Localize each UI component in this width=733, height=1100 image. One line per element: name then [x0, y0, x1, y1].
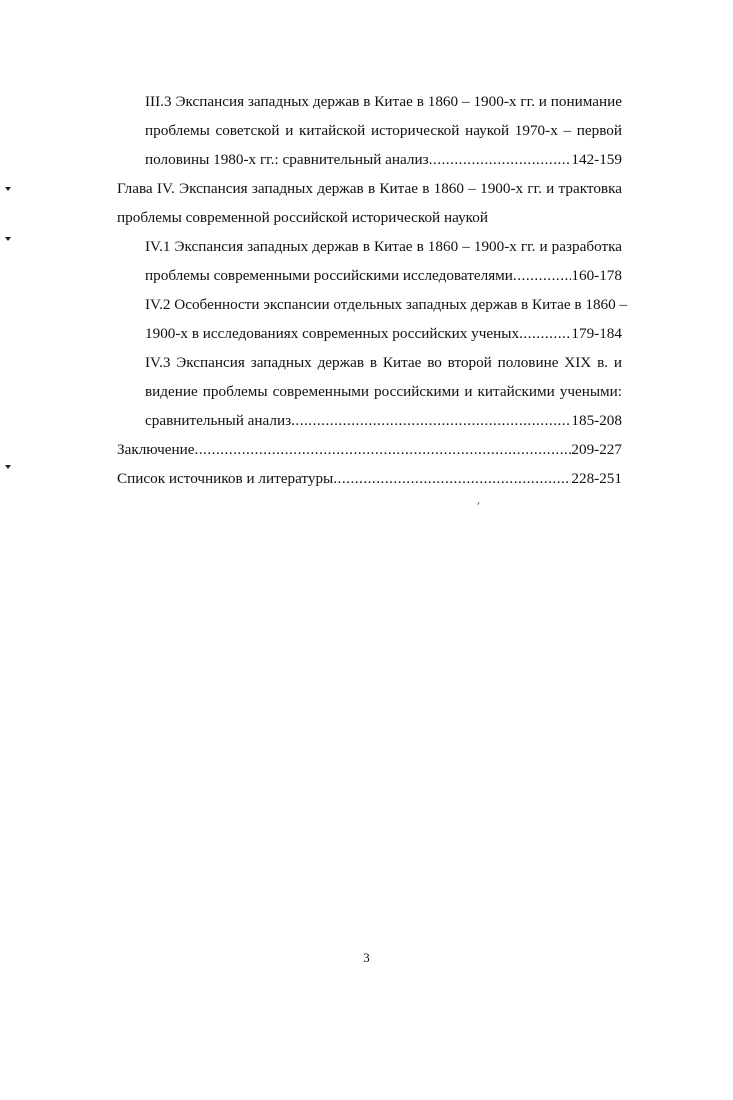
toc-entry-4-3-line-1: IV.3 Экспансия западных держав в Китае во второй половине XIX в. и	[145, 354, 622, 371]
toc-sources-pages: 228-251	[571, 470, 622, 487]
toc-sources	[117, 469, 622, 489]
toc-entry-4-3-line-3	[145, 411, 622, 431]
toc-entry-4-2-title-end: 1900-х в исследованиях современных российских ученых	[145, 325, 520, 342]
toc-entry-4-1-title-end: проблемы современными российскими исследователями	[145, 267, 513, 284]
toc-conclusion-pages: 209-227	[571, 441, 622, 458]
toc-entry-4-1-line-2	[145, 266, 622, 286]
scan-mark	[5, 465, 11, 469]
dot-leader	[291, 411, 571, 431]
toc-entry-4-3-title-end: сравнительный анализ	[145, 412, 292, 429]
toc-chapter-4-line-1: Глава IV. Экспансия западных держав в Китае в 1860 – 1900-х гг. и трактовка	[117, 180, 622, 197]
toc-sources-title: Список источников и литературы	[117, 470, 334, 487]
toc-chapter-4-line-2: проблемы современной российской исторической наукой	[117, 209, 488, 226]
page-number: 3	[363, 950, 370, 965]
dot-leader	[519, 324, 571, 344]
toc-entry-4-3-pages: 185-208	[571, 412, 622, 429]
toc-entry-4-3-line-2: видение проблемы современными российскими и китайскими учеными:	[145, 383, 622, 400]
toc-entry-4-2-pages: 179-184	[571, 325, 622, 342]
dot-leader	[333, 469, 571, 489]
dot-leader	[429, 150, 572, 170]
toc-entry-4-2-line-1: IV.2 Особенности экспансии отдельных западных держав в Китае в 1860 –	[145, 296, 628, 313]
toc-entry-4-2-line-2	[145, 324, 622, 344]
dot-leader	[513, 266, 571, 286]
toc-entry-4-1-line-1: IV.1 Экспансия западных держав в Китае в 1860 – 1900-х гг. и разработка	[145, 238, 622, 255]
toc-conclusion	[117, 440, 622, 460]
toc-entry-3-3-line-3	[145, 150, 622, 170]
toc-entry-3-3-line-1: III.3 Экспансия западных держав в Китае в 1860 – 1900-х гг. и понимание	[145, 93, 622, 110]
toc-entry-3-3-title-end: половины 1980-х гг.: сравнительный анализ	[145, 151, 429, 168]
toc-conclusion-title: Заключение	[117, 441, 195, 458]
scan-mark	[5, 187, 11, 191]
toc-entry-4-1-pages: 160-178	[571, 267, 622, 284]
dot-leader	[194, 440, 571, 460]
toc-entry-3-3-pages: 142-159	[571, 151, 622, 168]
scan-mark	[5, 237, 11, 241]
toc-entry-3-3-line-2: проблемы советской и китайской исторической наукой 1970-х – первой	[145, 122, 622, 139]
